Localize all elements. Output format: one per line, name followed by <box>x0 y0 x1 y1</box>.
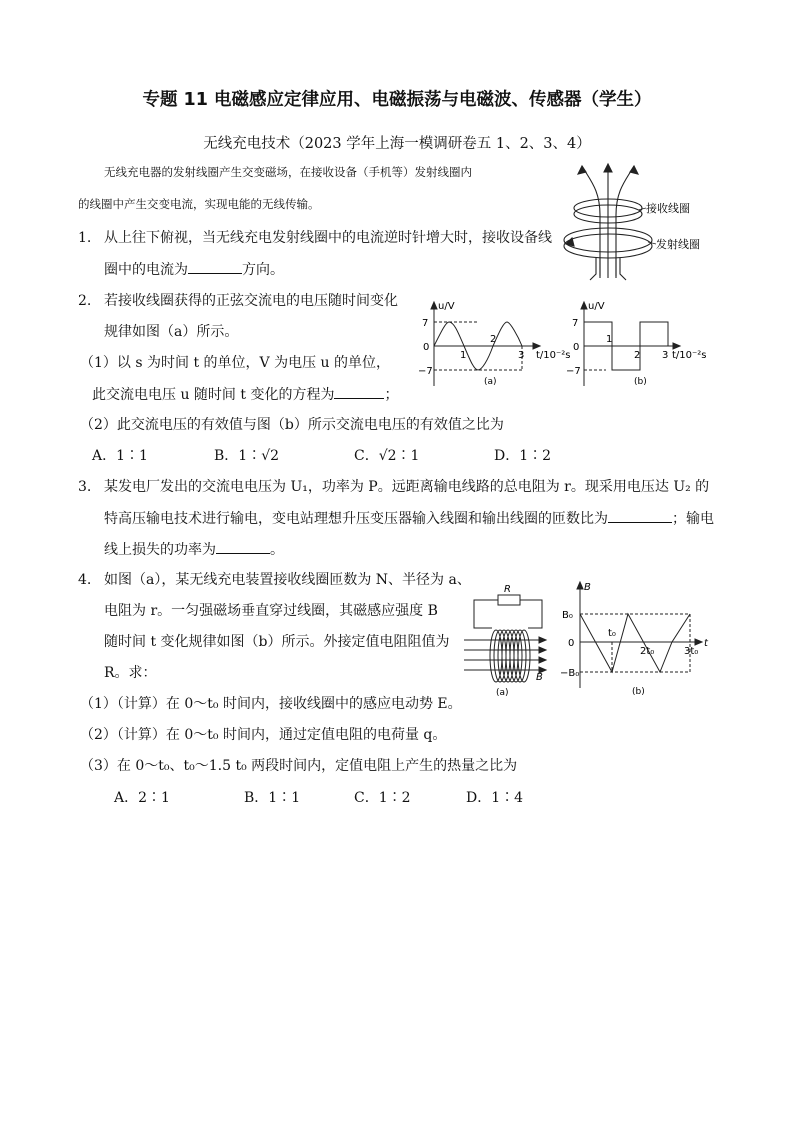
graph-b-xtick-3: 3 <box>662 350 669 361</box>
q2-sub2: （2）此交流电压的有效值与图（b）所示交流电电压的有效值之比为 <box>80 417 504 433</box>
graph-a-caption: (a) <box>484 377 497 387</box>
q1-answer-blank[interactable] <box>188 259 242 274</box>
q4-line-4: R。求： <box>104 665 157 681</box>
q4b-caption: (b) <box>632 687 645 697</box>
q3-power-blank[interactable] <box>216 539 270 554</box>
q4-sub2: （2）（计算）在 0～t₀ 时间内，通过定值电阻的电荷量 q。 <box>80 727 447 743</box>
q2-number: 2. <box>78 293 92 309</box>
q4b-t2-label: 2t₀ <box>640 646 655 657</box>
intro-line-1: 无线充电器的发射线圈产生交变磁场，在接收设备（手机等）发射线圈内 <box>104 165 472 179</box>
q4b-t3-label: 3t₀ <box>684 646 699 657</box>
q2-option-d[interactable]: D．1∶2 <box>494 448 552 464</box>
q4-line-3: 随时间 t 变化规律如图（b）所示。外接定值电阻阻值为 <box>104 634 450 650</box>
q4-option-a[interactable]: A．2∶1 <box>114 790 170 806</box>
graph-a-xlabel: t/10⁻²s <box>536 350 571 361</box>
graph-a-xtick-3: 3 <box>518 350 525 361</box>
graph-a-xtick-2: 2 <box>490 334 497 345</box>
q2-line-2: 规律如图（a）所示。 <box>104 324 239 340</box>
q4b-ylabel: B <box>584 582 591 593</box>
q3-ratio-blank[interactable] <box>608 508 672 523</box>
q4-line-1: 如图（a），某无线充电装置接收线圈匝数为 N、半径为 a、 <box>104 572 471 588</box>
graph-b-ymax: 7 <box>572 318 579 329</box>
q4b-yzero: 0 <box>568 638 575 649</box>
graph-b-caption: (b) <box>634 377 647 387</box>
graph-a-ymax: 7 <box>422 318 429 329</box>
q3-number: 3. <box>78 479 92 495</box>
graph-a-ylabel: u/V <box>438 301 455 312</box>
graph-b-ymin: −7 <box>566 366 581 377</box>
q4a-field-label: B <box>536 672 543 683</box>
q4a-caption: (a) <box>496 688 509 698</box>
q4b-t0-label: t₀ <box>608 628 616 639</box>
transmit-coil-label: 发射线圈 <box>656 238 700 251</box>
graph-a-yzero: 0 <box>423 342 430 353</box>
q2-sub1-line-1: （1）以 s 为时间 t 的单位，V 为电压 u 的单位， <box>80 355 390 371</box>
q2-sub1-line-2: 此交流电电压 u 随时间 t 变化的方程为 ； <box>92 384 398 405</box>
q4-line-2: 电阻为 r。一匀强磁场垂直穿过线圈，其磁感应强度 B <box>104 603 438 619</box>
q4a-resistor-label: R <box>504 584 511 595</box>
q3-line-1: 某发电厂发出的交流电电压为 U₁，功率为 P。远距离输电线路的总电阻为 r。现采用电压达 U₂ 的 <box>104 479 710 495</box>
graph-a-ymin: −7 <box>418 366 433 377</box>
graph-a-xtick-1: 1 <box>460 350 467 361</box>
q4-figure-a <box>462 580 562 700</box>
graph-b <box>566 300 726 390</box>
receive-coil-label: 接收线圈 <box>646 202 690 215</box>
q4b-ymax: B₀ <box>562 610 573 621</box>
graph-b-yzero: 0 <box>573 342 580 353</box>
q4-sub1: （1）（计算）在 0～t₀ 时间内，接收线圈中的感应电动势 E。 <box>80 696 462 712</box>
q4-figure-b <box>560 578 720 700</box>
q4-sub3: （3）在 0～t₀、t₀～1.5 t₀ 两段时间内，定值电阻上产生的热量之比为 <box>80 758 518 774</box>
q4-option-c[interactable]: C．1∶2 <box>354 790 411 806</box>
q2-option-a[interactable]: A．1∶1 <box>92 448 148 464</box>
q1-number: 1. <box>78 230 92 246</box>
graph-a <box>418 300 588 390</box>
graph-b-xlabel: t/10⁻²s <box>672 350 707 361</box>
q1-line-2: 圈中的电流为 方向。 <box>104 259 284 280</box>
q1-line-1: 从上往下俯视，当无线充电发射线圈中的电流逆时针增大时，接收设备线 <box>104 230 552 246</box>
graph-b-ylabel: u/V <box>588 301 605 312</box>
q4-number: 4. <box>78 572 92 588</box>
intro-line-2: 的线圈中产生交变电流，实现电能的无线传输。 <box>78 197 320 211</box>
coil-figure <box>560 160 720 290</box>
page-subtitle: 无线充电技术（2023 学年上海一模调研卷五 1、2、3、4） <box>203 136 591 152</box>
q2-equation-blank[interactable] <box>334 384 384 399</box>
q2-line-1: 若接收线圈获得的正弦交流电的电压随时间变化 <box>104 293 398 309</box>
q3-line-3: 线上损失的功率为 。 <box>104 539 284 560</box>
q4-option-d[interactable]: D．1∶4 <box>466 790 524 806</box>
q4b-xlabel: t <box>704 638 708 649</box>
q3-line-2: 特高压输电技术进行输电，变电站理想升压变压器输入线圈和输出线圈的匝数比为 ；输电 <box>104 508 714 529</box>
q4b-ymin: −B₀ <box>560 668 580 679</box>
q2-option-b[interactable]: B．1∶√2 <box>214 448 280 464</box>
graph-b-xtick-1: 1 <box>606 334 613 345</box>
graph-b-xtick-2: 2 <box>634 350 641 361</box>
page-title: 专题 11 电磁感应定律应用、电磁振荡与电磁波、传感器（学生） <box>142 90 652 110</box>
q2-option-c[interactable]: C．√2∶1 <box>354 448 420 464</box>
q4-option-b[interactable]: B．1∶1 <box>244 790 301 806</box>
